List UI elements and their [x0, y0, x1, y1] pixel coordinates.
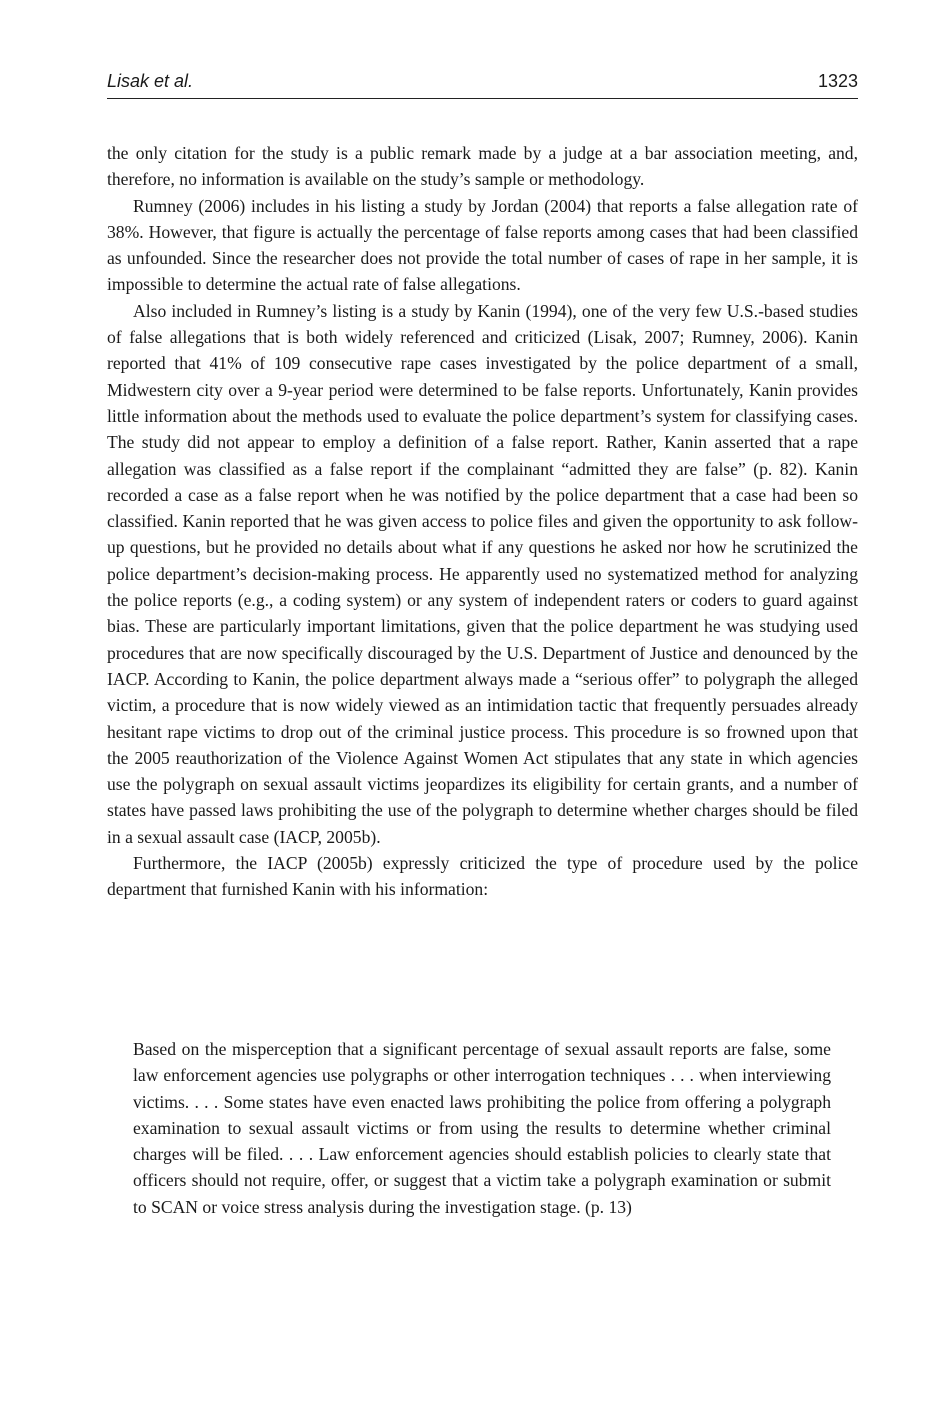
- paragraph-iacp-intro: Furthermore, the IACP (2005b) expressly criticized the type of procedure used by the police department that furnished Kanin with his information:: [107, 853, 858, 900]
- block-quote: Based on the misperception that a significant percentage of sexual assault reports are false, some law enforcement agencies use polygraphs or other interrogation techniques . . . when interviewing victims. . . . Some states have even enacted laws prohibiting the police from offering a polygraph examination to sexual assault victims or from using the results to determine whether criminal charges will be filed. . . . Law enforcement agencies should establish policies to clearly state that officers should not require, offer, or suggest that a victim take a polygraph examination or submit to SCAN or voice stress analysis during the investigation stage. (p. 13): [133, 1039, 831, 1217]
- page-number: 1323: [817, 71, 858, 91]
- page-header: [107, 70, 858, 99]
- paragraph-rumney-jordan: Rumney (2006) includes in his listing a study by Jordan (2004) that reports a false allegation rate of 38%. However, that figure is actually the percentage of false reports among cases that had been classified as unfounded. Since the researcher does not provide the total number of cases of rape in her sample, it is impossible to determine the actual rate of false allegations.: [107, 195, 858, 295]
- running-head: Lisak et al.: [107, 71, 194, 91]
- paragraph-continuation: the only citation for the study is a public remark made by a judge at a bar association meeting, and, therefore, no information is available on the study’s sample or methodology.: [107, 143, 858, 190]
- paragraph-kanin-study: Also included in Rumney’s listing is a study by Kanin (1994), one of the very few U.S.-based studies of false allegations that is both widely referenced and criticized (Lisak, 2007; Rumney, 2006). Kanin reported that 41% of 109 consecutive rape cases investigated by the police department of a small, Midwestern city over a 9-year period were determined to be false reports. Unfortunately, Kanin provides little information about the methods used to evaluate the police department’s system for classifying cases. The study did not appear to employ a definition of a false report. Rather, Kanin asserted that a rape allegation was classified as a false report if the complainant “admitted they are false” (p. 82). Kanin recorded a case as a false report when he was notified by the police department that a case had been so classified. Kanin reported that he was given access to police files and given the opportunity to ask follow-up questions, but he provided no details about what if any questions he asked nor how he scrutinized the police department’s decision-making process. He apparently used no systematized method for analyzing the police reports (e.g., a coding system) or any system of independent raters or coders to guard against bias. These are particularly important limitations, given that the police department he was studying used procedures that are now specifically discouraged by the U.S. Department of Justice and denounced by the IACP. According to Kanin, the police department always made a “serious offer” to polygraph the alleged victim, a procedure that is now widely viewed as an intimidation tactic that frequently persuades already hesitant rape victims to drop out of the criminal justice process. This procedure is so frowned upon that the 2005 reauthorization of the Violence Against Women Act stipulates that any state in which agencies use the polygraph on sexual assault victims jeopardizes its eligibility for certain grants, and a number of states have passed laws prohibiting the use of the polygraph to determine whether charges should be filed in a sexual assault case (IACP, 2005b).: [107, 300, 858, 847]
- body-text: [107, 140, 858, 903]
